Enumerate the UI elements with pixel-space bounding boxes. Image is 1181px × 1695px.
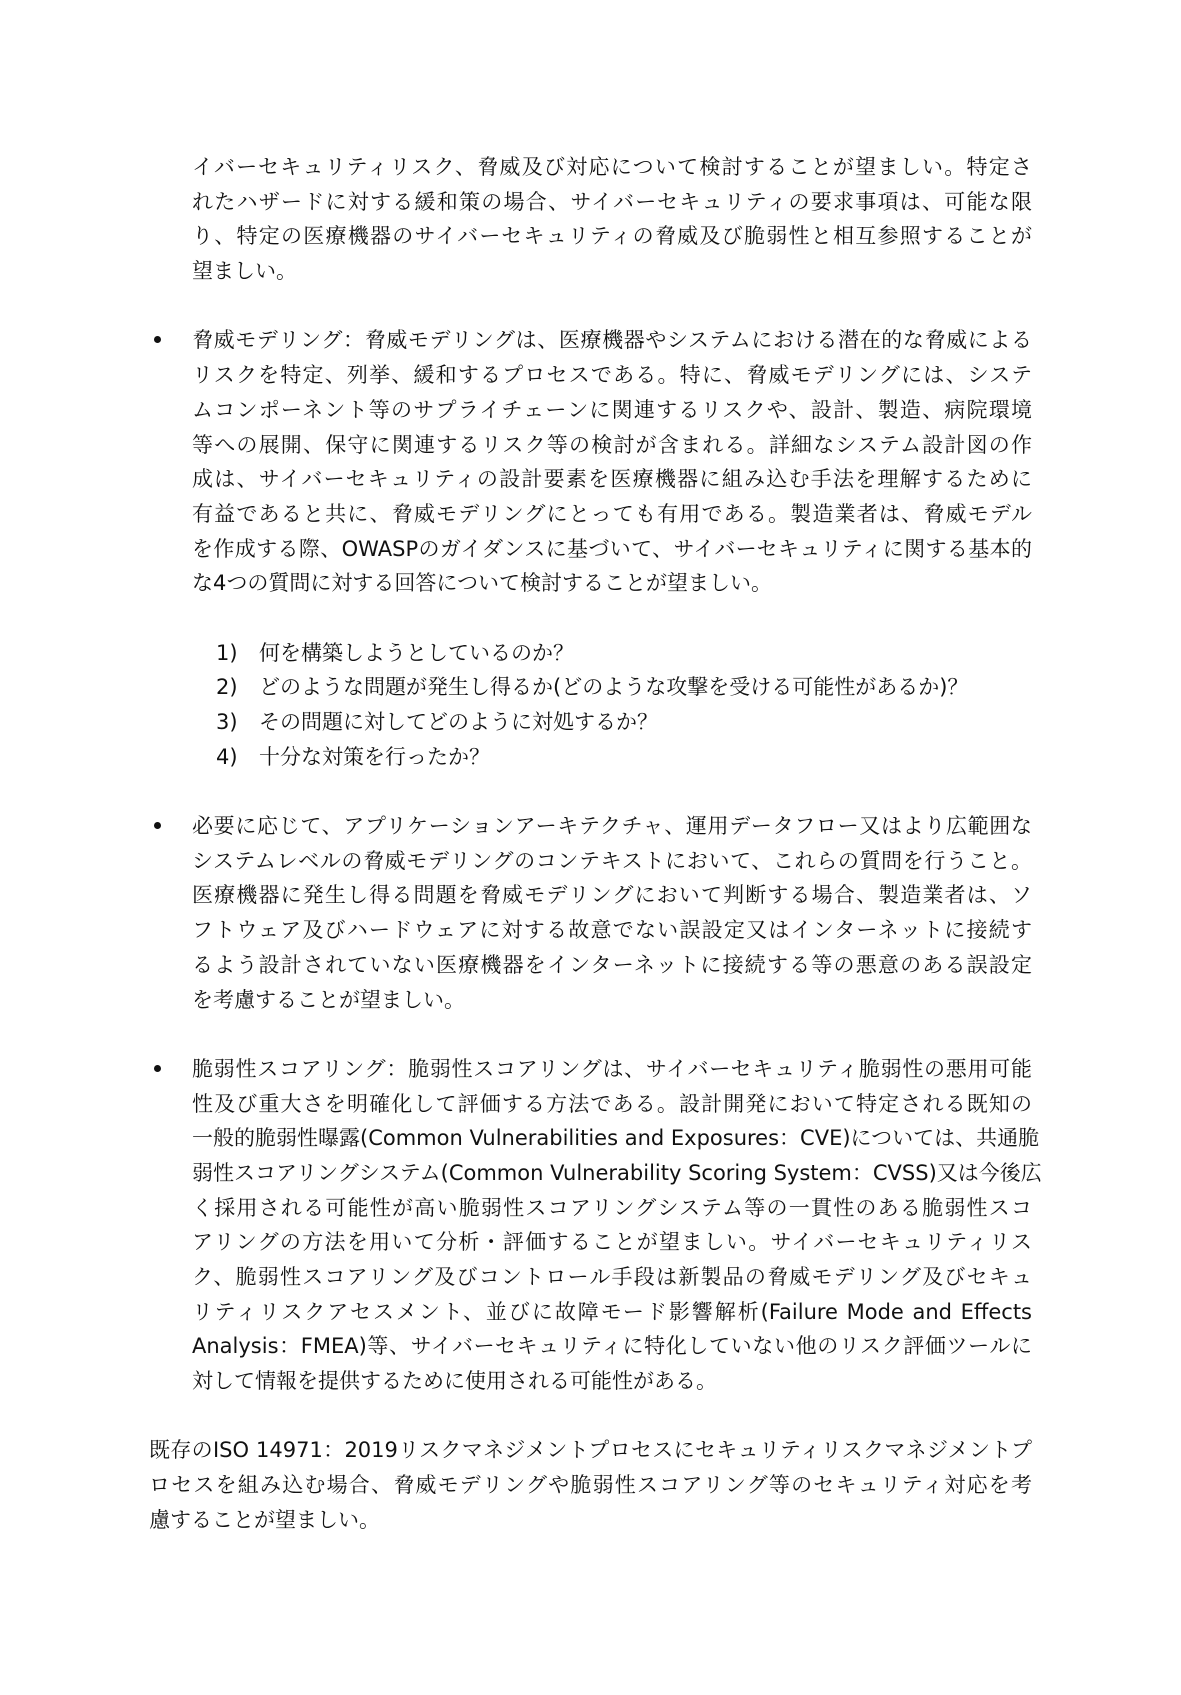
bullet-icon xyxy=(154,822,161,829)
list-text: 何を構築しようとしているのか？ xyxy=(259,640,574,665)
text-line: 性及び重大さを明確化して評価する方法である。設計開発において特定される既知の xyxy=(192,1091,1032,1116)
text-line: 対して情報を提供するために使用される可能性がある。 xyxy=(192,1369,717,1394)
list-item xyxy=(216,740,1181,775)
text-line: るよう設計されていない医療機器をインターネットに接続する等の悪意のある誤設定 xyxy=(192,952,1032,977)
question-list xyxy=(216,636,1181,775)
text-line: リスクを特定、列挙、緩和するプロセスである。特に、脅威モデリングには、システ xyxy=(192,363,1032,388)
bullet-icon xyxy=(154,336,161,343)
text-line: り、特定の医療機器のサイバーセキュリティの脅威及び脆弱性と相互参照することが xyxy=(192,224,1032,249)
conclusion-paragraph xyxy=(149,1433,1032,1537)
list-item xyxy=(216,705,1181,740)
list-number: 3) xyxy=(216,710,238,734)
list-text: その問題に対してどのように対処するか？ xyxy=(259,710,658,734)
text-line: ムコンポーネント等のサプライチェーンに関連するリスクや、設計、製造、病院環境 xyxy=(192,397,1032,422)
text-line: 脆弱性スコアリング：脆弱性スコアリングは、サイバーセキュリティ脆弱性の悪用可能 xyxy=(192,1056,1032,1081)
text-line: 望ましい。 xyxy=(192,259,297,284)
text-line: 一般的脆弱性曝露(Common Vulnerabilities and Exposures：CVE)については、共通脆 xyxy=(192,1126,1040,1151)
text-line: イバーセキュリティリスク、脅威及び対応について検討することが望ましい。特定さ xyxy=(192,155,1032,179)
text-line: リティリスクアセスメント、並びに故障モード影響解析(Failure Mode and Effects xyxy=(192,1299,1032,1324)
document-page xyxy=(0,150,1181,1538)
text-line: 等への展開、保守に関連するリスク等の検討が含まれる。詳細なシステム設計図の作 xyxy=(192,432,1032,457)
text-line: く採用される可能性が高い脆弱性スコアリングシステム等の一貫性のある脆弱性スコ xyxy=(192,1195,1032,1220)
intro-paragraph xyxy=(192,150,1032,289)
text-line: な4つの質問に対する回答について検討することが望ましい。 xyxy=(192,571,772,596)
text-line: システムレベルの脅威モデリングのコンテキストにおいて、これらの質問を行うこと。 xyxy=(192,848,1032,873)
text-line: れたハザードに対する緩和策の場合、サイバーセキュリティの要求事項は、可能な限 xyxy=(192,189,1032,214)
text-line: を考慮することが望ましい。 xyxy=(192,987,465,1012)
text-line: 成は、サイバーセキュリティの設計要素を医療機器に組み込む手法を理解するために xyxy=(192,467,1032,492)
text-line: 慮することが望ましい。 xyxy=(149,1507,380,1532)
text-line: ク、脆弱性スコアリング及びコントロール手段は新製品の脅威モデリング及びセキュ xyxy=(192,1265,1032,1289)
bullet-threat-modeling xyxy=(192,323,1032,601)
list-item xyxy=(216,670,1181,705)
text-line: 医療機器に発生し得る問題を脅威モデリングにおいて判断する場合、製造業者は、ソ xyxy=(192,883,1032,908)
list-number: 1) xyxy=(216,640,238,665)
list-number: 2) xyxy=(216,675,238,700)
text-line: 有益であると共に、脅威モデリングにとっても有用である。製造業者は、脅威モデル xyxy=(192,501,1032,526)
text-line: 脅威モデリング：脅威モデリングは、医療機器やシステムにおける潜在的な脅威による xyxy=(192,328,1032,353)
text-line: フトウェア及びハードウェアに対する故意でない誤設定又はインターネットに接続す xyxy=(192,918,1032,943)
text-line: 弱性スコアリングシステム(Common Vulnerability Scoring System：CVSS)又は今後広 xyxy=(192,1160,1042,1185)
bullet-icon xyxy=(154,1065,161,1072)
text-line: アリングの方法を用いて分析・評価することが望ましい。サイバーセキュリティリス xyxy=(192,1230,1032,1255)
text-line: を作成する際、OWASPのガイダンスに基づいて、サイバーセキュリティに関する基本的 xyxy=(192,536,1032,561)
list-number: 4) xyxy=(216,744,238,769)
list-text: 十分な対策を行ったか？ xyxy=(259,744,490,769)
text-line: 既存のISO 14971：2019リスクマネジメントプロセスにセキュリティリスクマネジメントプ xyxy=(149,1438,1032,1463)
list-item xyxy=(216,636,1181,671)
text-line: ロセスを組み込む場合、脅威モデリングや脆弱性スコアリング等のセキュリティ対応を考 xyxy=(149,1473,1032,1498)
text-line: Analysis：FMEA)等、サイバーセキュリティに特化していない他のリスク評価ツールに xyxy=(192,1334,1032,1359)
list-text: どのような問題が発生し得るか(どのような攻撃を受ける可能性があるか)？ xyxy=(259,675,969,700)
bullet-context xyxy=(192,809,1032,1017)
bullet-vulnerability-scoring xyxy=(192,1052,1042,1399)
text-line: 必要に応じて、アプリケーションアーキテクチャ、運用データフロー又はより広範囲な xyxy=(192,814,1032,839)
